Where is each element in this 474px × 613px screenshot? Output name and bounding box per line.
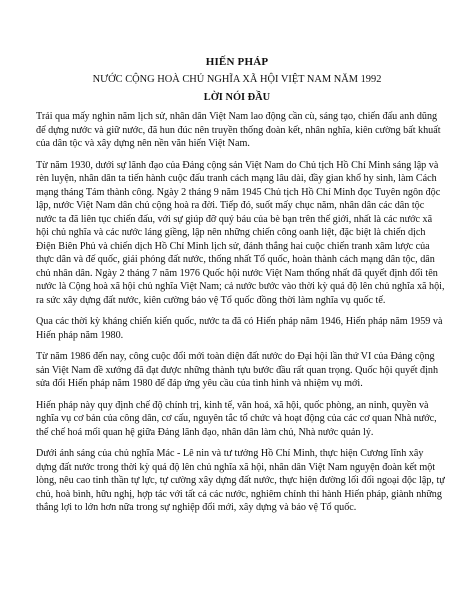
paragraph-3: Qua các thời kỳ kháng chiến kiến quốc, nước ta đã có Hiến pháp năm 1946, Hiến pháp năm 1959 và Hiến pháp năm 1980. [36,316,443,341]
paragraph-6: Dưới ánh sáng của chủ nghĩa Mác - Lê nin và tư tưởng Hồ Chí Minh, thực hiện Cương lĩnh xây dựng đất nước trong thời kỳ quá độ lên chủ nghĩa xã hội, nhân dân Việt Nam nguyện đoàn kết một lòng, nêu cao tinh thần tự lực, tự cường xây dựng đất nước, thực hiện đường lối đối ngoại độc lập, tự chủ, hoà bình, hữu nghị, hợp tác với tất cả các nước, nghiêm chỉnh thi hành Hiến pháp, giành những thắng lợi to lớn hơn nữa trong sự nghiệp đổi mới, xây dựng và bảo vệ Tổ quốc. [36,448,445,513]
document-body [36,110,446,523]
section-heading: LỜI NÓI ĐẦU [203,92,271,103]
paragraph-2: Từ năm 1930, dưới sự lãnh đạo của Đảng cộng sản Việt Nam do Chủ tịch Hồ Chí Minh sáng lập và rèn luyện, nhân dân ta tiến hành cuộc đấu tranh cách mạng lâu dài, đầy gian khổ hy sinh, làm Cách mạng tháng Tám thành công. Ngày 2 tháng 9 năm 1945 Chủ tịch Hồ Chí Minh đọc Tuyên ngôn độc lập, nước Việt Nam dân chủ cộng hoà ra đời. Tiếp đó, suốt mấy chục năm, nhân dân các dân tộc nước ta đã liên tục chiến đấu, với sự giúp đỡ quý báu của bè bạn trên thế giới, nhất là các nước xã hội chủ nghĩa và các nước láng giềng, lập nên những chiến công oanh liệt, đặc biệt là chiến dịch Điện Biên Phủ và chiến dịch Hồ Chí Minh lịch sử, đánh thắng hai cuộc chiến tranh xâm lược của thực dân và đế quốc, giải phóng đất nước, thống nhất Tổ quốc, hoàn thành cách mạng dân tộc, dân chủ nhân dân. Ngày 2 tháng 7 năm 1976 Quốc hội nước Việt Nam thống nhất đã quyết định đổi tên nước là Cộng hoà xã hội chủ nghĩa Việt Nam; cả nước bước vào thời kỳ quá độ lên chủ nghĩa xã hội, ra sức xây dựng đất nước, kiên cường bảo vệ Tổ quốc đồng thời làm nghĩa vụ quốc tế. [36,159,445,306]
document-title: HIẾN PHÁP [205,56,269,68]
paragraph-5: Hiến pháp này quy định chế độ chính trị, kinh tế, văn hoá, xã hội, quốc phòng, an ninh, quyền và nghĩa vụ cơ bản của công dân, cơ cấu, nguyên tắc tổ chức và hoạt động của các cơ quan Nhà nước, thể chế hoá mối quan hệ giữa Đảng lãnh đạo, nhân dân làm chủ, Nhà nước quản lý. [36,399,437,438]
paragraph-1: Trải qua mấy nghìn năm lịch sử, nhân dân Việt Nam lao động cần cù, sáng tạo, chiến đấu anh dũng để dựng nước và giữ nước, đã hun đúc nên truyền thống đoàn kết, nhân nghĩa, kiên cường bất khuất của dân tộc và xây dựng nên nền văn hiến Việt Nam. [36,111,441,149]
paragraph-4: Từ năm 1986 đến nay, công cuộc đổi mới toàn diện đất nước do Đại hội lần thứ VI của Đảng cộng sản Việt Nam đề xướng đã đạt được những thành tựu bước đầu rất quan trọng. Quốc hội quyết định sửa đổi Hiến pháp năm 1980 để đáp ứng yêu cầu của tình hình và nhiệm vụ mới. [36,351,439,389]
document-subtitle: NƯỚC CỘNG HOÀ CHỦ NGHĨA XÃ HỘI VIỆT NAM NĂM 1992 [92,74,382,85]
